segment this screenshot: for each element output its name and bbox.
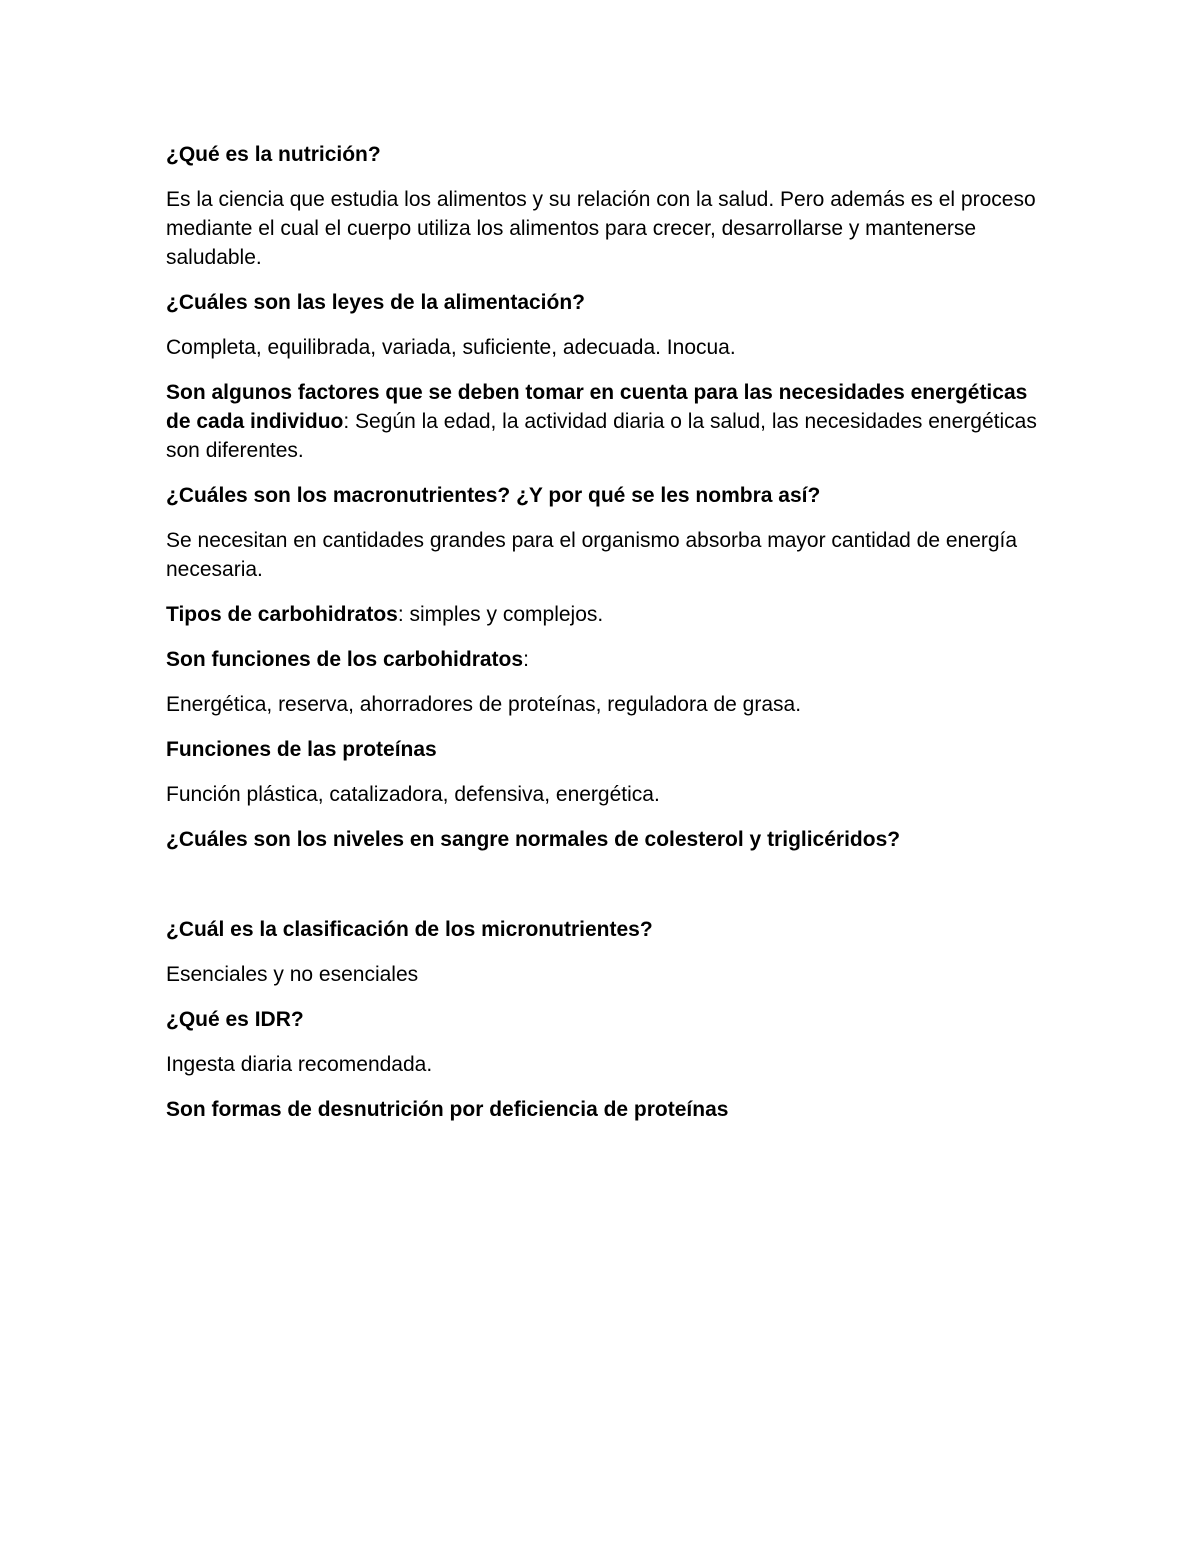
question-niveles-colesterol: ¿Cuáles son los niveles en sangre normales de colesterol y triglicéridos? <box>166 828 901 851</box>
tipos-carbohidratos-text: : simples y complejos. <box>397 603 604 626</box>
question-macronutrientes: ¿Cuáles son los macronutrientes? ¿Y por qué se les nombra así? <box>166 484 821 507</box>
question-funciones-proteinas: Funciones de las proteínas <box>166 738 437 761</box>
answer-macronutrientes: Se necesitan en cantidades grandes para el organismo absorba mayor cantidad de energía necesaria. <box>166 529 1018 581</box>
answer-idr: Ingesta diaria recomendada. <box>166 1053 433 1076</box>
tipos-carbohidratos-heading: Tipos de carbohidratos <box>166 603 398 626</box>
factores-text: : Según la edad, la actividad diaria o la salud, las necesidades energéticas son diferentes. <box>166 410 1037 462</box>
paragraph-funciones-carbohidratos <box>166 645 1046 674</box>
factores-heading: Son algunos factores que se deben tomar en cuenta para las necesidades energéticas de cada individuo <box>166 381 1028 433</box>
funciones-carbohidratos-heading: Son funciones de los carbohidratos <box>166 648 524 671</box>
answer-funciones-proteinas: Función plástica, catalizadora, defensiva, energética. <box>166 783 660 806</box>
question-micronutrientes: ¿Cuál es la clasificación de los micronutrientes? <box>166 918 653 941</box>
paragraph-tipos-carbohidratos <box>166 600 1046 629</box>
answer-micronutrientes: Esenciales y no esenciales <box>166 963 419 986</box>
question-nutricion: ¿Qué es la nutrición? <box>166 143 381 166</box>
funciones-carbohidratos-colon: : <box>523 648 529 671</box>
blank-answer-space <box>166 870 1046 915</box>
paragraph-factores-energeticos <box>166 378 1046 465</box>
question-desnutricion: Son formas de desnutrición por deficiencia de proteínas <box>166 1098 729 1121</box>
answer-leyes-alimentacion: Completa, equilibrada, variada, suficiente, adecuada. Inocua. <box>166 336 736 359</box>
question-leyes-alimentacion: ¿Cuáles son las leyes de la alimentación? <box>166 291 585 314</box>
answer-funciones-carbohidratos: Energética, reserva, ahorradores de proteínas, reguladora de grasa. <box>166 693 802 716</box>
question-idr: ¿Qué es IDR? <box>166 1008 304 1031</box>
answer-nutricion: Es la ciencia que estudia los alimentos y su relación con la salud. Pero además es el proceso mediante el cual el cuerpo utiliza los alimentos para crecer, desarrollarse y mantenerse saludable. <box>166 188 1036 269</box>
document-body <box>166 140 1046 1140</box>
